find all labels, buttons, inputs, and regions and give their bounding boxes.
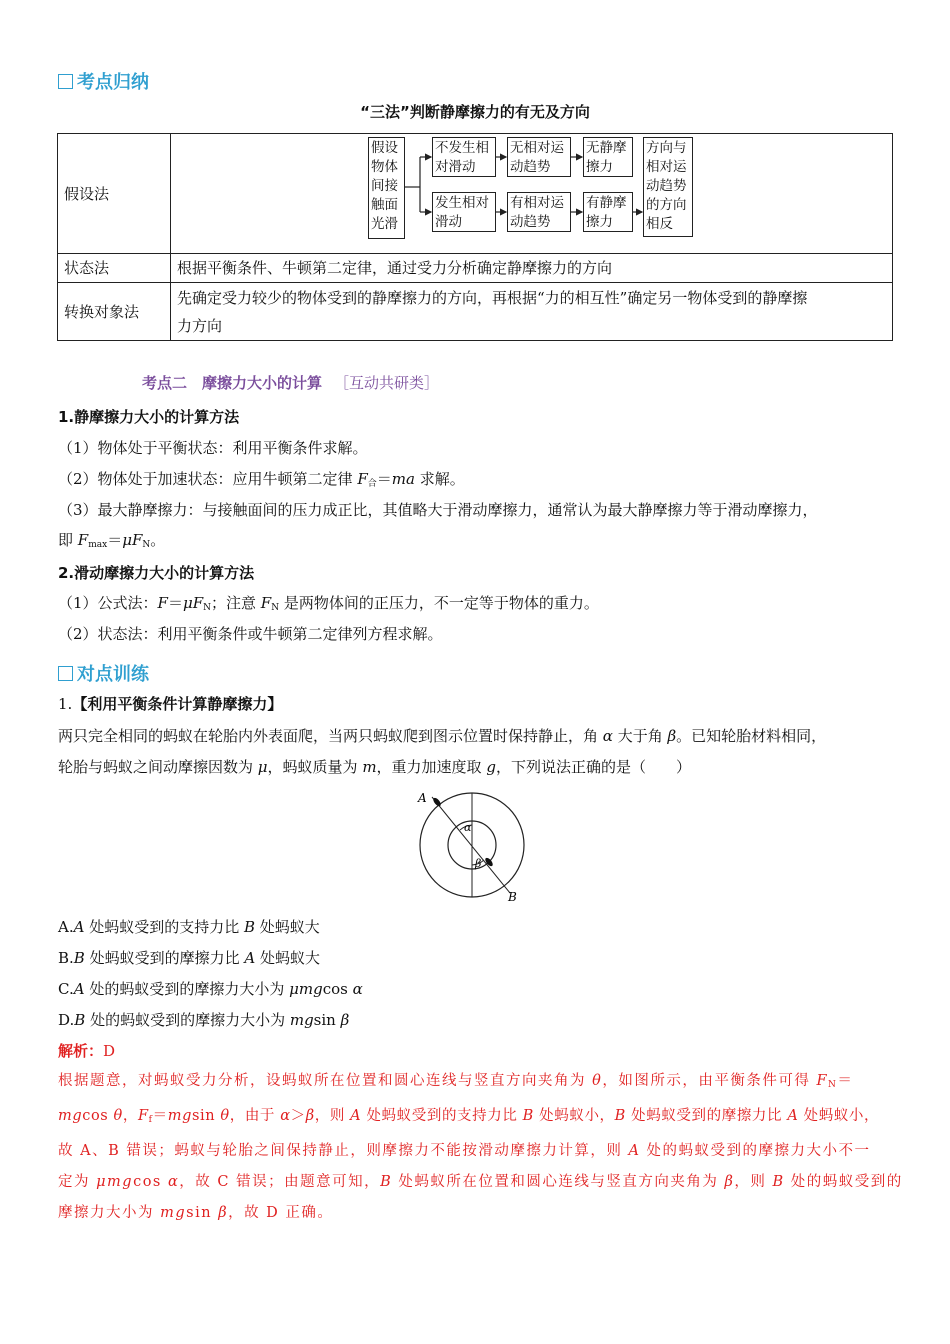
static-item-1: （1）物体处于平衡状态：利用平衡条件求解。	[58, 439, 368, 457]
flow-bottom-box-1: 发生相对 滑动	[432, 192, 496, 232]
question-stem-1: 两只完全相同的蚂蚁在轮胎内外表面爬，当两只蚂蚁爬到图示位置时保持静止，角 α 大于角 β。已知轮胎材料相同，	[58, 727, 827, 745]
table-row	[58, 283, 893, 341]
static-friction-heading: 1.静摩擦力大小的计算方法	[58, 408, 240, 426]
answer-label: 解析：D	[58, 1042, 116, 1060]
table-caption: “三法”判断静摩擦力的有无及方向	[360, 103, 590, 121]
static-item-2: （2）物体处于加速状态：应用牛顿第二定律 $F_合=ma$ 求解。	[58, 470, 465, 489]
label-b: B	[508, 890, 517, 904]
flow-top-box-1: 不发生相 对滑动	[432, 137, 496, 177]
flow-bottom-box-3: 有静摩 擦力	[583, 192, 633, 232]
checkbox-square-icon	[58, 666, 73, 681]
flowchart-arrows	[400, 135, 650, 245]
flow-bottom-box-2: 有相对运 动趋势	[507, 192, 571, 232]
flow-top-box-3: 无静摩 擦力	[583, 137, 633, 177]
sliding-friction-heading: 2.滑动摩擦力大小的计算方法	[58, 564, 255, 582]
option-c[interactable]: C.A 处的蚂蚁受到的摩擦力大小为 μmgcos α	[58, 980, 363, 998]
flow-start-box: 假设 物体 间接 触面 光滑	[368, 137, 405, 239]
sliding-item-1: （1）公式法：$F=\mu F_N$；注意 $F_N$ 是两物体间的正压力，不一定等于物体的重力。	[58, 594, 599, 613]
question-stem-2: 轮胎与蚂蚁之间动摩擦因数为 μ，蚂蚁质量为 m，重力加速度取 g，下列说法正确的是（ ）	[58, 758, 691, 776]
flow-top-box-2: 无相对运 动趋势	[507, 137, 571, 177]
flow-end-box: 方向与 相对运 动趋势 的方向 相反	[643, 137, 693, 237]
sliding-item-2: （2）状态法：利用平衡条件或牛顿第二定律列方程求解。	[58, 625, 443, 643]
row-name-switch: 转换对象法	[58, 283, 171, 341]
row-text-state: 根据平衡条件、牛顿第二定律，通过受力分析确定静摩擦力的方向	[171, 254, 893, 283]
static-item-3: （3）最大静摩擦力：与接触面间的压力成正比，其值略大于滑动摩擦力，通常认为最大静摩擦力等于滑动摩擦力，	[58, 501, 818, 519]
table-row	[58, 254, 893, 283]
label-a: A	[418, 791, 427, 805]
tire-figure	[410, 785, 540, 910]
label-alpha: α	[464, 821, 472, 834]
option-a[interactable]: A.A 处蚂蚁受到的支持力比 B 处蚂蚁大	[58, 918, 320, 936]
row-name-state: 状态法	[58, 254, 171, 283]
option-b[interactable]: B.B 处蚂蚁受到的摩擦力比 A 处蚂蚁大	[58, 949, 320, 967]
question-header: 1.【利用平衡条件计算静摩擦力】	[58, 695, 283, 713]
option-d[interactable]: D.B 处的蚂蚁受到的摩擦力大小为 mgsin β	[58, 1011, 350, 1029]
static-item-3-cont: 即 $F_{max}=\mu F_N$。	[58, 531, 166, 550]
diagonal-line	[432, 797, 510, 893]
label-beta: β	[475, 857, 482, 870]
section-title-kaodian: 考点归纳	[58, 68, 149, 94]
checkbox-square-icon	[58, 74, 73, 89]
section-title-training: 对点训练	[58, 660, 149, 686]
row-text-switch: 先确定受力较少的物体受到的静摩擦力的方向，再根据“力的相互性”确定另一物体受到的静摩擦 力方向	[171, 283, 893, 341]
answer-explanation: 根据题意，对蚂蚁受力分析，设蚂蚁所在位置和圆心连线与竖直方向夹角为 θ，如图所示，由平衡条件可得 $F_N=$ mgcos θ，$F_f=mgsin$ θ，由于 α＞β，则 A 处蚂蚁受到的支持力比 B 处蚂蚁小，B 处蚂蚁受到的摩擦力比 A 处蚂蚁小， 故 A、B 错误；蚂蚁与轮胎之间保持静止，则摩擦力不能按滑动摩擦力计算，则 A 处的蚂蚁受到的摩擦力大小不一 定为 μmgcos α，故 C 错误；由题意可知，B 处蚂蚁所在位置和圆心连线与竖直方向夹角为 β，则 B 处的蚂蚁受到的 摩擦力大小为 mgsin β，故 D 正确。	[58, 1073, 903, 1221]
row-name-assumption: 假设法	[58, 134, 171, 254]
kaodian2-title: 考点二 摩擦力大小的计算 ［互动共研类］	[142, 374, 440, 392]
